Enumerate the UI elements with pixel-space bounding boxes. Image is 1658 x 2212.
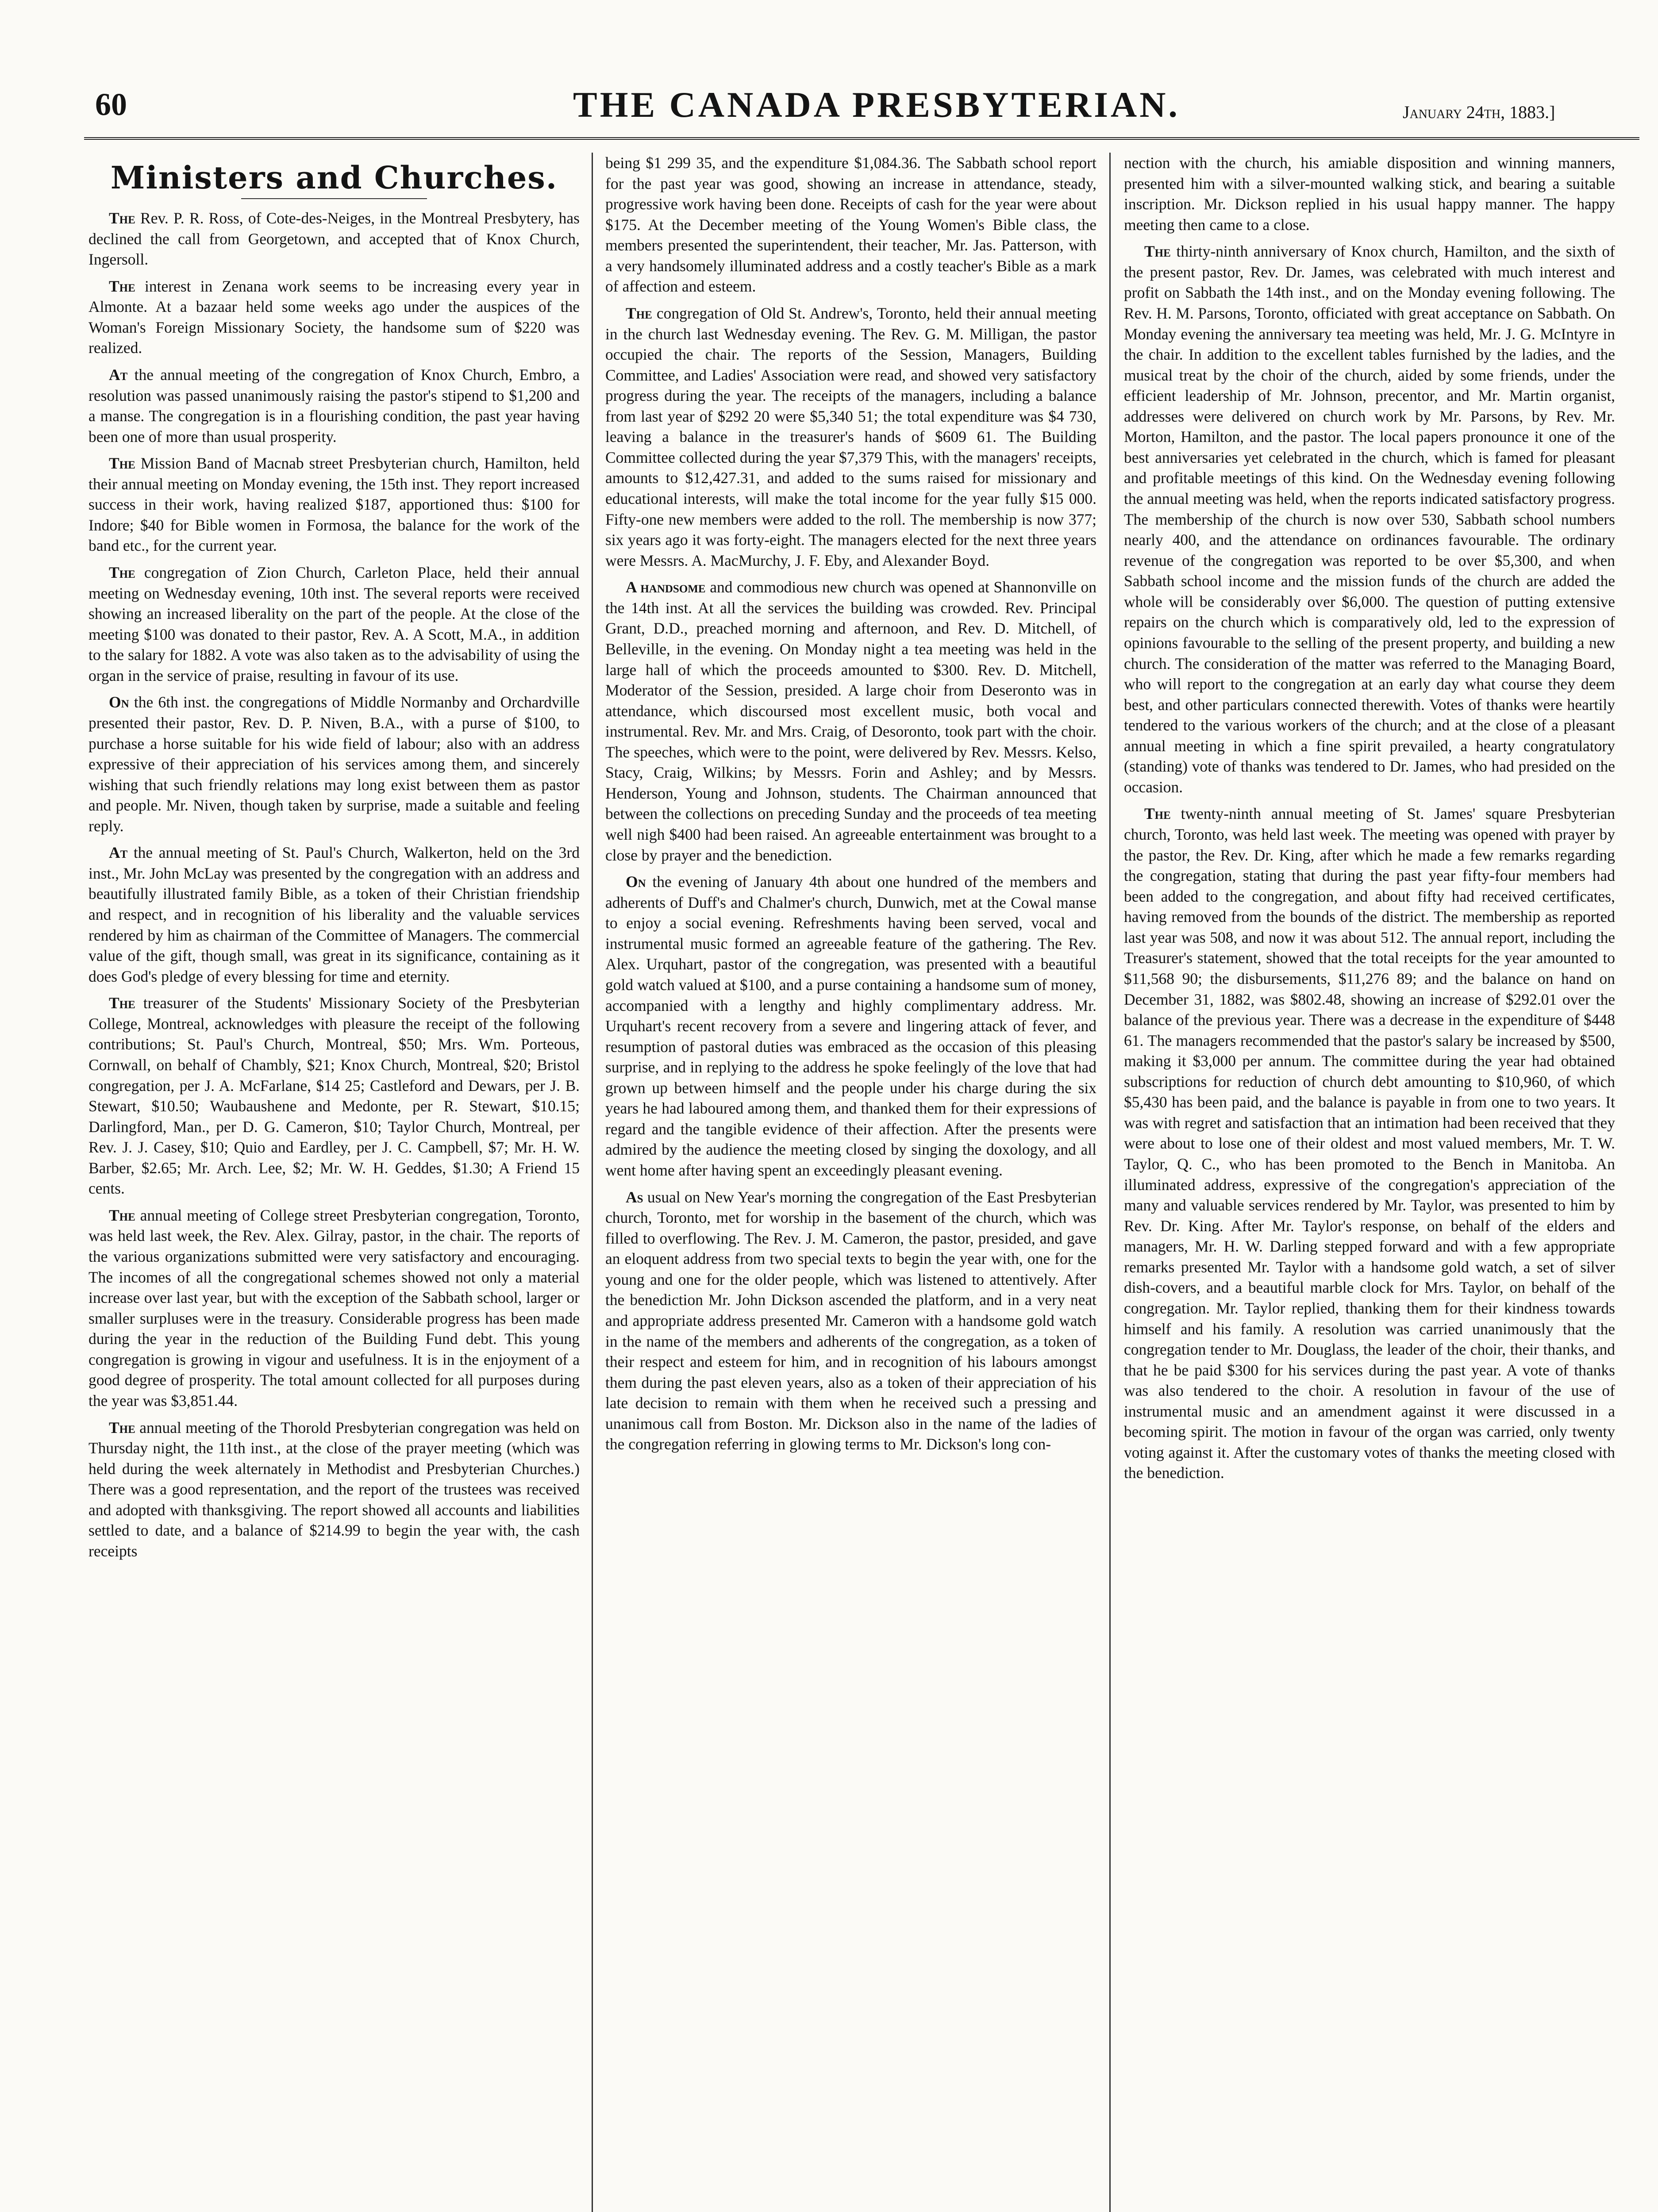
article-paragraph <box>605 303 1096 571</box>
article-paragraph <box>88 1205 580 1411</box>
paragraph-lead-word: As <box>626 1188 643 1206</box>
paragraph-text: interest in Zenana work seems to be increasing every year in Almonte. At a bazaar held some weeks ago under the auspices of the Woman's Foreign Missionary Society, the handsome sum of $220 was realized. <box>88 277 580 357</box>
paragraph-lead-word: At <box>109 844 128 862</box>
paragraph-lead-word: The <box>109 454 135 472</box>
heading-rule <box>241 198 427 199</box>
column-divider <box>592 153 593 2212</box>
masthead-title: THE CANADA PRESBYTERIAN. <box>573 84 1180 125</box>
column-2 <box>605 153 1096 2212</box>
paragraph-text: usual on New Year's morning the congregation of the East Presbyterian church, Toronto, met for worship in the basement of the church, which was filled to overflowing. The Rev. J. M. Cameron, the pastor, presided, and gave an eloquent address from two special texts to begin the year with, one for the young and one for the older people, which was listened to attentively. After the benediction Mr. John Dickson ascended the platform, and in a very neat and appropriate address presented Mr. Cameron with a handsome gold watch in the name of the members and adherents of the congregation, as a token of their respect and esteem for him, and in recognition of his labours amongst them during the past eleven years, also as a token of their appreciation of his late decision to remain with them when he received such a pressing and unanimous call from Boston. Mr. Dickson also in the name of the ladies of the congregation referring in glowing terms to Mr. Dickson's long con- <box>605 1188 1096 1453</box>
paragraph-lead-word: The <box>109 1418 135 1436</box>
paragraph-lead-word: A handsome <box>626 578 706 596</box>
paragraph-text: Rev. P. R. Ross, of Cote-des-Neiges, in the Montreal Presbytery, has declined the call from Georgetown, and accepted that of Knox Church, Ingersoll. <box>88 209 580 269</box>
article-paragraph <box>88 692 580 836</box>
article-paragraph <box>605 577 1096 865</box>
paragraph-text: congregation of Zion Church, Carleton Place, held their annual meeting on Wednesday evening, 10th inst. The several reports were received showing an increased liberality on the part of the people. At the close of the meeting $100 was donated to their pastor, Rev. A. A Scott, M.A., in addition to the salary for 1882. A vote was also taken as to the advisability of using the organ in the service of praise, resulting in favour of its use. <box>88 564 580 684</box>
article-paragraph <box>1124 803 1615 1483</box>
paragraph-text: twenty-ninth annual meeting of St. James' square Presbyterian church, Toronto, was held last week. The meeting was opened with prayer by the pastor, the Rev. Dr. King, after which he made a few remarks regarding the congregation, stating that during the past year fifty-four members had been added to the congregation, and about fifty had received certificates, having removed from the bounds of the district. The membership as reported last year was 508, and now it was about 512. The annual report, including the Treasurer's statement, showed that the total receipts for the year amounted to $11,568 90; the disbursements, $11,276 89; and the balance on hand on December 31, 1882, was $802.48, showing an increase of $292.01 over the balance of the previous year. There was a decrease in the expenditure of $448 61. The managers recommended that the pastor's salary be increased by $500, making it $3,000 per annum. The committee during the year had obtained subscriptions for reduction of church debt amounting to $10,960, of which $5,430 has been paid, and the balance is payable in from one to two years. It was with regret and satisfaction that an intimation had been received that they were about to lose one of their oldest and most valued members, Mr. T. W. Taylor, Q. C., who has been promoted to the Bench in Manitoba. An illuminated address, expressive of the congregation's appreciation of the many and valuable services rendered by Mr. Taylor, was presented to him by Rev. Dr. King. After Mr. Taylor's response, on behalf of the elders and managers, Mr. H. W. Darling stepped forward and with a few appropriate remarks presented Mr. Taylor with a handsome gold watch, a set of silver dish-covers, and a beautiful marble clock for Mrs. Taylor, on behalf of the congregation. Mr. Taylor replied, thanking them for their kindness towards himself and his family. A resolution was carried unanimously that the congregation tender to Mr. Douglass, the leader of the choir, their thanks, and that he be paid $300 for his services during the past year. A vote of thanks was also tendered to the choir. A resolution in favour of the use of instrumental music and an amendment against it were discussed in a becoming spirit. The motion in favour of the organ was carried, only twenty voting against it. After the customary votes of thanks the meeting closed with the benediction. <box>1124 805 1615 1482</box>
article-paragraph <box>88 1417 580 1562</box>
paragraph-text: treasurer of the Students' Missionary Society of the Presbyterian College, Montreal, acknowledges with pleasure the receipt of the following contributions; St. Paul's Church, Montreal, $50; Mrs. Wm. Porteous, Cornwall, on behalf of Chambly, $21; Knox Church, Montreal, $20; Bristol congregation, per J. A. McFarlane, $14 25; Castleford and Dewars, per J. B. Stewart, $10.50; Waubaushene and Medonte, per R. Stewart, $10.15; Darlingford, Man., per D. G. Cameron, $10; Taylor Church, Montreal, per Rev. J. J. Casey, $10; Quio and Eardley, per J. C. Campbell, $7; Mr. H. W. Barber, $2.65; Mr. Arch. Lee, $2; Mr. W. H. Geddes, $1.30; A Friend 15 cents. <box>88 994 580 1198</box>
paragraph-text: Mission Band of Macnab street Presbyterian church, Hamilton, held their annual meeting on Monday evening, the 15th inst. They report increased success in their work, having realized $187, apportioned thus: $100 for Indore; $40 for Bible women in Formosa, the balance for the work of the band etc., for the current year. <box>88 454 580 555</box>
issue-date: January 24th, 1883.] <box>1403 102 1555 122</box>
paragraph-text: the annual meeting of St. Paul's Church, Walkerton, held on the 3rd inst., Mr. John McLay was presented by the congregation with an address and beautifully illustrated family Bible, as a token of their Christian friendship and respect, and in recognition of his liberality and the valuable services rendered by him as chairman of the Committee of Managers. The commercial value of the gift, though small, was great in its significance, containing as it does God's pledge of every blessing for time and eternity. <box>88 844 580 985</box>
page-number: 60 <box>95 87 127 122</box>
paragraph-lead-word: The <box>1144 805 1171 823</box>
paragraph-text: annual meeting of College street Presbyterian congregation, Toronto, was held last week, the Rev. Alex. Gilray, pastor, in the chair. The reports of the various organizations submitted were very satisfactory and encouraging. The incomes of all the congregational schemes showed not only a material increase over last year, but with the exception of the Sabbath school, larger or smaller surpluses were in the treasury. Considerable progress has been made during the year in the reduction of the Building Fund debt. This young congregation is growing in vigour and usefulness. It is in the enjoyment of a good degree of prosperity. The total amount collected for all purposes during the year was $3,851.44. <box>88 1206 580 1409</box>
paragraph-lead-word: The <box>109 277 135 295</box>
paragraph-text: and commodious new church was opened at Shannonville on the 14th inst. At all the services the building was crowded. Rev. Principal Grant, D.D., preached morning and afternoon, and Rev. D. Mitchell, of Belleville, in the evening. On Monday night a tea meeting was held in the large hall of which the proceeds amounted to $300. Rev. D. Mitchell, Moderator of the Session, presided. A large choir from Deseronto was in attendance, which discoursed most excellent music, both vocal and instrumental. Rev. Mr. and Mrs. Craig, of Desoronto, took part with the choir. The speeches, which were to the point, were delivered by Rev. Messrs. Kelso, Stacy, Craig, Wilkins; by Messrs. Forin and Ashley; and by Messrs. Henderson, Young and Johnson, students. The Chairman announced that between the collections on preceding Sunday and the proceeds of tea meeting well nigh $400 had been raised. An agreeable entertainment was brought to a close by prayer and the benediction. <box>605 578 1096 864</box>
column-1 <box>88 153 580 2212</box>
article-paragraph <box>605 1187 1096 1455</box>
paragraph-lead-word: The <box>109 564 135 581</box>
article-paragraph <box>88 562 580 686</box>
paragraph-lead-word: The <box>1144 242 1171 261</box>
article-paragraph <box>605 153 1096 297</box>
section-heading: Ministers and Churches. <box>110 159 558 196</box>
paragraph-text: nection with the church, his amiable disposition and winning manners, presented him with a silver-mounted walking stick, and bearing a suitable inscription. Mr. Dickson replied in his usual happy manner. The happy meeting then came to a close. <box>1124 154 1615 234</box>
paragraph-lead-word: On <box>626 873 646 891</box>
paragraph-lead-word: The <box>109 209 135 227</box>
article-paragraph <box>605 872 1096 1180</box>
article-paragraph <box>88 365 580 447</box>
article-paragraph <box>88 276 580 358</box>
paragraph-text: congregation of Old St. Andrew's, Toronto, held their annual meeting in the church last Wednesday evening. The Rev. G. M. Milligan, the pastor occupied the chair. The reports of the Session, Managers, Building Committee, and Ladies' Association were read, and showed very satisfactory progress during the year. The receipts of the managers, including a balance from last year of $292 20 were $5,340 51; the total expenditure was $4 730, leaving a balance in the treasurer's hands of $609 61. The Building Committee collected during the year $7,379 This, with the managers' receipts, amounts to $12,427.31, and added to the sums raised for missionary and educational interests, will make the total income for the year fully $15 000. Fifty-one new members were added to the roll. The membership is now 377; six years ago it was forty-eight. The managers elected for the next three years were Messrs. A. MacMurchy, J. F. Eby, and Alexander Boyd. <box>605 304 1096 569</box>
article-paragraph <box>88 842 580 987</box>
column-3 <box>1124 153 1615 2212</box>
paragraph-text: annual meeting of the Thorold Presbyterian congregation was held on Thursday night, the 11th inst., at the close of the prayer meeting (which was held during the week alternately in Methodist and Presbyterian Churches.) There was a good representation, and the report of the trustees was received and adopted with thanksgiving. The report showed all accounts and liabilities settled to date, and a balance of $214.99 to begin the year with, the cash receipts <box>88 1418 580 1560</box>
article-paragraph <box>88 993 580 1199</box>
paragraph-text: thirty-ninth anniversary of Knox church, Hamilton, and the sixth of the present pastor, Rev. Dr. James, was celebrated with much interest and profit on Sabbath the 14th inst., and on the Monday evening following. The Rev. H. M. Parsons, Toronto, officiated with great acceptance on Sabbath. On Monday evening the anniversary tea meeting was held, Mr. J. G. McIntyre in the chair. In addition to the excellent tables furnished by the ladies, and the musical treat by the choir of the church, aided by some friends, under the efficient leadership of Mr. Johnson, precentor, and Mr. Martin organist, addresses were delivered on church work by Mr. Parsons, by Rev. Mr. Morton, Hamilton, and the pastor. The local papers pronounce it one of the best anniversaries yet celebrated in the church, which is famed for pleasant and profitable meetings of this kind. On the Wednesday evening following the annual meeting was held, when the reports indicated satisfactory progress. The membership of the church is now over 530, Sabbath school numbers nearly 400, and the attendance on ordinances favourable. The ordinary revenue of the congregation was reported to be over $5,300, and when Sabbath school income and the mission funds of the church are added the whole will be considerably over $6,000. The question of putting extensive repairs on the church which is comparatively old, led to the expression of opinions favourable to the selling of the present property, and building a new church. The consideration of the matter was referred to the Managing Board, who will report to the congregation at an early day what course they deem best, and other particulars connected therewith. Votes of thanks were heartily tendered to the various workers of the church; and at the close of a pleasant annual meeting in which a fine spirit prevailed, a hearty congratulatory (standing) vote of thanks was tendered to Dr. James, who had presided on the occasion. <box>1124 242 1615 796</box>
paragraph-lead-word: On <box>109 693 129 711</box>
paragraph-lead-word: At <box>109 365 128 384</box>
column-divider <box>1109 153 1111 2212</box>
article-paragraph <box>1124 241 1615 797</box>
paragraph-lead-word: The <box>109 994 135 1012</box>
header-rule <box>84 137 1639 140</box>
article-paragraph <box>88 453 580 556</box>
paragraph-text: the 6th inst. the congregations of Middle Normanby and Orchardville presented their pastor, Rev. D. P. Niven, B.A., with a purse of $100, to purchase a horse suitable for his wide field of labour; also with an address expressive of their appreciation of his services among them, and sincerely wishing that such friendly relations may long exist between them as pastor and people. Mr. Niven, though taken by surprise, made a suitable and feeling reply. <box>88 693 580 835</box>
article-paragraph <box>88 208 580 270</box>
paragraph-text: the evening of January 4th about one hundred of the members and adherents of Duff's and Chalmer's church, Dunwich, met at the Cowal manse to enjoy a social evening. Refreshments having been served, vocal and instrumental music formed an agreeable feature of the gathering. The Rev. Alex. Urquhart, pastor of the congregation, was presented with a beautiful gold watch valued at $100, and a purse containing a handsome sum of money, accompanied with a lengthy and highly complimentary address. Mr. Urquhart's recent recovery from a severe and lingering attack of fever, and resumption of pastoral duties was embraced as the occasion of this pleasing surprise, and in replying to the address he spoke feelingly of the love that had grown up between himself and the people under his charge during the six years he had laboured among them, and thanked them for their expressions of regard and the tangible evidence of their affection. After the presents were admired by the audience the meeting closed by singing the doxology, and all went home after having spent an exceedingly pleasant evening. <box>605 873 1096 1179</box>
paragraph-text: the annual meeting of the congregation of Knox Church, Embro, a resolution was passed unanimously raising the pastor's stipend to $1,200 and a manse. The congregation is in a flourishing condition, the past year having been one of more than usual prosperity. <box>88 365 580 445</box>
paragraph-text: being $1 299 35, and the expenditure $1,084.36. The Sabbath school report for the past year was good, showing an increase in attendance, steady, progressive work having been done. Receipts of cash for the year were about $175. At the December meeting of the Young Women's Bible class, the members presented the superintendent, their teacher, Mr. Jas. Patterson, with a very handsomely illuminated address and a costly teacher's Bible as a mark of affection and esteem. <box>605 154 1096 296</box>
paragraph-lead-word: The <box>109 1206 135 1224</box>
article-paragraph <box>1124 153 1615 235</box>
paragraph-lead-word: The <box>626 304 652 322</box>
